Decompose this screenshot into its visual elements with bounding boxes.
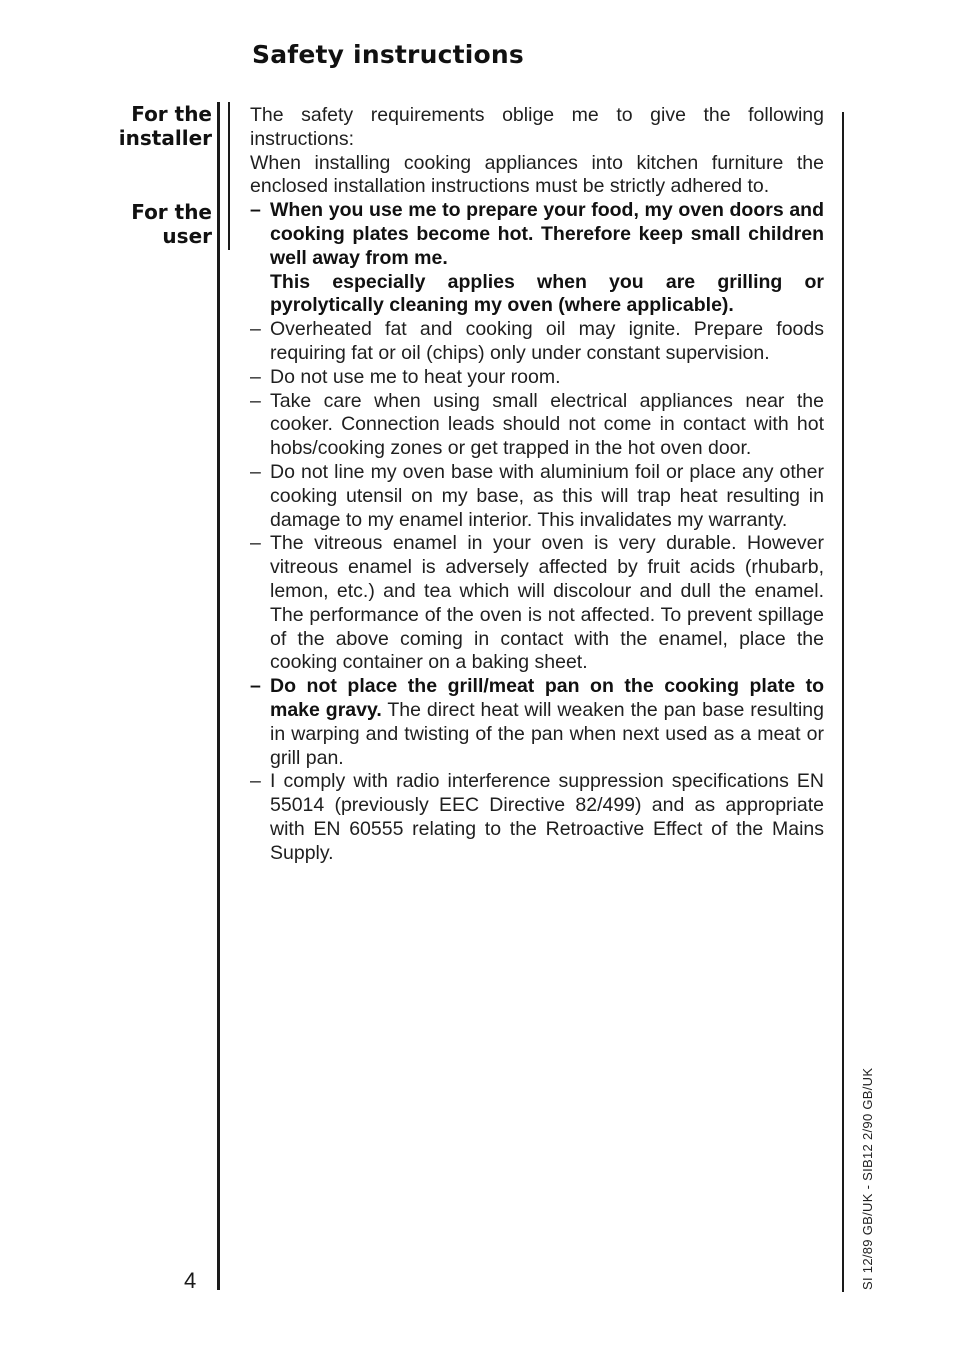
page-number: 4	[184, 1268, 197, 1293]
list-item	[250, 461, 824, 532]
content	[250, 104, 824, 866]
side-label-installer-line2: installer	[118, 126, 212, 150]
list-dash: –	[250, 389, 261, 412]
page-title: Safety instructions	[252, 40, 524, 69]
list-item-text: Do not line my oven base with aluminium foil or place any other cooking utensil on my base, as this will trap heat resulting in damage to my enamel interior. This invalidates my warranty.	[270, 460, 824, 531]
side-label-user-line1: For the	[131, 200, 212, 224]
list-item	[250, 318, 824, 366]
intro-paragraph: The safety requirements oblige me to give the following instructions:	[250, 104, 824, 150]
list-dash: –	[250, 675, 261, 698]
list-dash: –	[250, 199, 261, 222]
list-item	[250, 532, 824, 675]
gravy-rest-text: The direct heat will weaken the pan base resulting in warping and twisting of the pan when next used as a meat or grill pan.	[270, 698, 824, 769]
list-dash: –	[250, 318, 261, 341]
list-item	[250, 366, 824, 390]
list-item	[250, 770, 824, 865]
left-rule-inner	[228, 102, 230, 250]
list-dash: –	[250, 460, 261, 483]
warning-sub-text: This especially applies when you are grilling or pyrolytically cleaning my oven (where applicable).	[270, 270, 824, 317]
list-dash: –	[250, 532, 261, 555]
installer-paragraph: When installing cooking appliances into kitchen furniture the enclosed installation instructions must be strictly adhered to.	[250, 151, 824, 198]
gravy-bold-text: Do not place the grill/meat pan on the cooking plate to make gravy.	[270, 675, 824, 721]
side-label-user	[52, 200, 212, 248]
list-item-text: The vitreous enamel in your oven is very durable. However vitreous enamel is adversely affected by fruit acids (rhubarb, lemon, etc.) and tea which will discolour and dull the enamel. The performance of the oven is not affected. To prevent spillage of the above coming in contact with the enamel, place the cooking container on a baking sheet.	[270, 532, 824, 674]
list-dash: –	[250, 770, 261, 793]
left-rule	[217, 102, 220, 1290]
list-item-text: Overheated fat and cooking oil may ignite. Prepare foods requiring fat or oil (chips) only under constant supervision.	[270, 318, 824, 364]
footer-code: SI 12/89 GB/UK - SIB12 2/90 GB/UK	[860, 1067, 875, 1290]
list-item-text: I comply with radio interference suppression specifications EN 55014 (previously EEC Directive 82/499) and as appropriate with EN 60555 relating to the Retroactive Effect of the Mains Supply.	[270, 770, 824, 864]
safety-list	[250, 199, 824, 865]
right-rule	[842, 112, 844, 1292]
list-item	[250, 390, 824, 461]
warning-main-text: When you use me to prepare your food, my oven doors and cooking plates become hot. Therefore keep small children well away from me.	[270, 199, 824, 269]
gravy-item	[250, 675, 824, 770]
list-item-text: Do not use me to heat your room.	[270, 365, 561, 388]
side-label-installer-line1: For the	[131, 102, 212, 126]
side-label-installer	[52, 102, 212, 150]
list-item-text: Take care when using small electrical appliances near the cooker. Connection leads should not come in contact with hot hobs/cooking zones or get trapped in the hot oven door.	[270, 389, 824, 460]
side-label-user-line2: user	[162, 224, 212, 248]
warning-item	[250, 199, 824, 318]
list-dash: –	[250, 365, 261, 388]
